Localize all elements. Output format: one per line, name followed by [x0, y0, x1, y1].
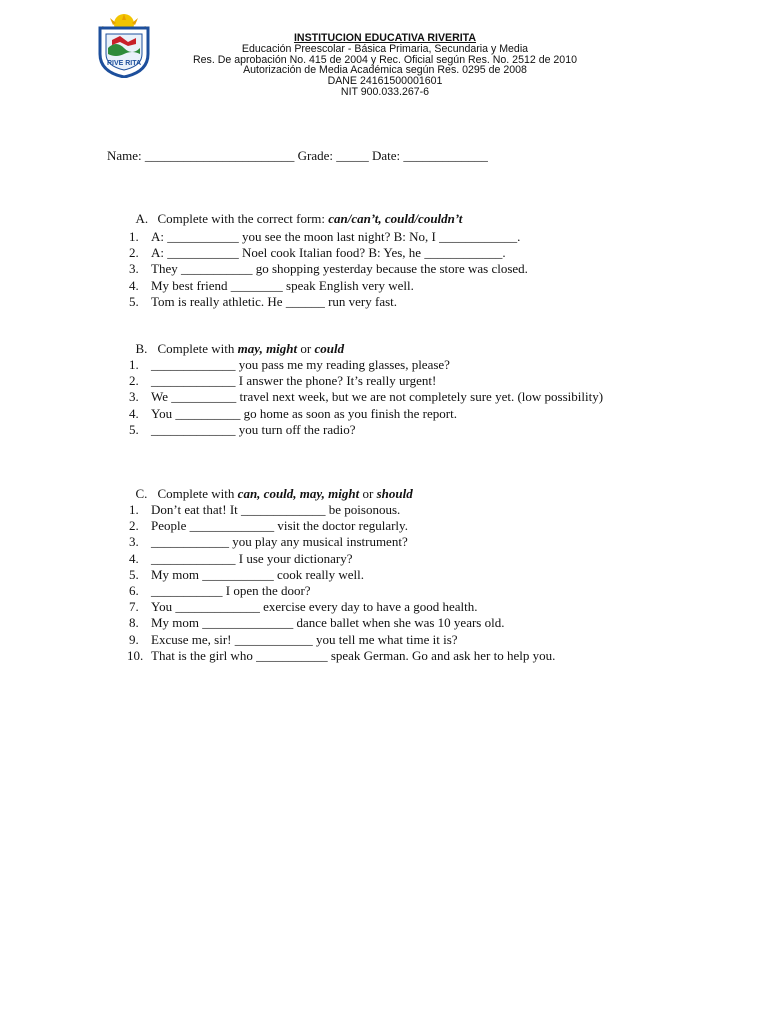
item-number: 1.	[129, 502, 139, 517]
item-number: 5.	[129, 566, 139, 582]
item-number: 9.	[129, 631, 139, 647]
exercise-item	[129, 502, 649, 518]
item-number: 8.	[129, 615, 139, 631]
exercise-item	[129, 261, 649, 277]
header-line-resolution: Res. De aprobación No. 415 de 2004 y Rec. Oficial según Res. No. 2512 de 2010	[193, 53, 577, 66]
item-number: 7.	[129, 599, 139, 615]
exercise-item	[129, 534, 649, 550]
section-b-connector: or	[297, 341, 315, 356]
item-text: Don’t eat that! It _____________ be poisonous.	[151, 502, 401, 517]
section-b-emphasis-2: could	[314, 341, 345, 356]
section-b-list	[129, 357, 649, 438]
item-number: 4.	[129, 277, 139, 293]
item-text: A: ___________ you see the moon last night? B: No, I ____________.	[151, 229, 521, 244]
section-a-letter: A.	[135, 211, 149, 226]
exercise-item	[129, 294, 649, 310]
exercise-item	[129, 229, 649, 245]
exercise-item	[129, 551, 649, 567]
item-text: We __________ travel next week, but we are not completely sure yet. (low possibility)	[151, 389, 604, 405]
header-line-nit: NIT 900.033.267-6	[340, 85, 430, 98]
section-b-emphasis-1: may, might	[237, 341, 298, 356]
section-a-list	[129, 229, 649, 310]
section-b-title	[129, 325, 344, 357]
item-text: You _____________ exercise every day to have a good health.	[151, 599, 478, 615]
student-info-line: Name: _______________________ Grade: _____ Date: _____________	[107, 148, 488, 163]
item-text: They ___________ go shopping yesterday because the store was closed.	[151, 261, 528, 277]
exercise-item	[129, 245, 649, 261]
exercise-item	[129, 599, 649, 615]
item-number: 2.	[129, 518, 139, 534]
item-text: _____________ I use your dictionary?	[151, 550, 353, 566]
item-number: 4.	[129, 550, 139, 566]
item-number: 5.	[129, 293, 139, 309]
item-text: _____________ you pass me my reading glasses, please?	[151, 357, 450, 372]
item-text: _____________ you turn off the radio?	[151, 421, 356, 437]
exercise-item	[129, 615, 649, 631]
exercise-item	[129, 422, 649, 438]
item-text: Tom is really athletic. He ______ run very fast.	[151, 293, 398, 309]
item-text: Excuse me, sir! ____________ you tell me what time it is?	[151, 631, 458, 647]
item-text: People _____________ visit the doctor regularly.	[151, 518, 408, 534]
section-c-emphasis-2: should	[376, 486, 413, 501]
item-number: 3.	[129, 389, 139, 405]
item-number: 6.	[129, 583, 139, 599]
item-number: 5.	[129, 421, 139, 437]
item-text: _____________ I answer the phone? It’s really urgent!	[151, 373, 437, 389]
section-c-letter: C.	[135, 486, 148, 501]
item-text: ___________ I open the door?	[151, 583, 311, 599]
school-name: INSTITUCION EDUCATIVA RIVERITA	[293, 32, 477, 44]
exercise-item	[129, 583, 649, 599]
item-text: A: ___________ Noel cook Italian food? B: Yes, he ____________.	[151, 245, 506, 261]
header-line-education: Educación Preescolar - Básica Primaria, Secundaria y Media	[241, 42, 529, 55]
section-a-title	[129, 195, 462, 227]
item-text: My mom ___________ cook really well.	[151, 566, 365, 582]
item-number: 2.	[129, 245, 139, 261]
item-number: 3.	[129, 534, 139, 550]
exercise-item	[129, 357, 649, 373]
exercise-item	[129, 518, 649, 534]
exercise-item	[129, 389, 606, 405]
section-b-letter: B.	[135, 341, 148, 356]
exercise-item	[129, 373, 649, 389]
item-number: 4.	[129, 405, 139, 421]
item-number: 1.	[129, 357, 139, 372]
header-line-authorization: Autorización de Media Académica según Res. 0295 de 2008	[243, 64, 527, 77]
section-c-instruction: Complete with	[157, 486, 238, 501]
item-text: ____________ you play any musical instrument?	[151, 534, 408, 550]
item-number: 10.	[127, 647, 144, 663]
section-a-emphasis: can/can’t, could/couldn’t	[328, 211, 463, 226]
institution-header	[170, 33, 600, 98]
item-number: 1.	[129, 229, 139, 244]
exercise-item	[129, 567, 649, 583]
school-logo	[92, 14, 156, 78]
item-number: 2.	[129, 373, 139, 389]
exercise-item	[129, 648, 649, 664]
exercise-item	[129, 632, 649, 648]
exercise-item	[129, 406, 649, 422]
item-text: My mom ______________ dance ballet when she was 10 years old.	[151, 615, 505, 631]
section-c-emphasis-1: can, could, may, might	[237, 486, 360, 501]
item-text: That is the girl who ___________ speak German. Go and ask her to help you.	[151, 647, 556, 663]
item-number: 3.	[129, 261, 139, 277]
item-text: You __________ go home as soon as you finish the report.	[151, 405, 457, 421]
item-text: My best friend ________ speak English very well.	[151, 277, 414, 293]
logo-text: RIVE RITA	[106, 60, 142, 67]
exercise-item	[129, 278, 649, 294]
section-b-instruction: Complete with	[157, 341, 238, 356]
section-c-title	[129, 470, 413, 502]
section-a-instruction: Complete with the correct form:	[157, 211, 329, 226]
section-c-connector: or	[359, 486, 377, 501]
section-c-list	[129, 502, 649, 664]
header-line-dane: DANE 24161500001601	[327, 75, 443, 88]
